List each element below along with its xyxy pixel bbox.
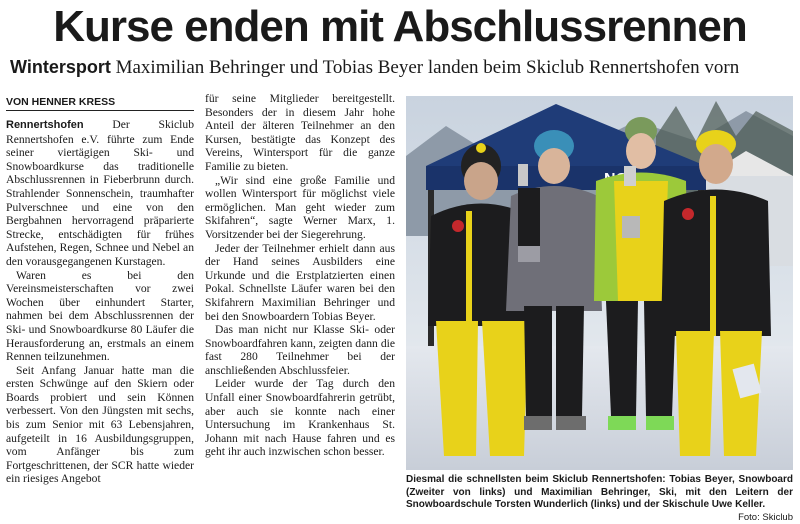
- photo-caption: [406, 474, 793, 524]
- paragraph: [6, 118, 194, 269]
- photo-illustration: [406, 96, 793, 470]
- subline-kicker: Wintersport: [10, 57, 111, 77]
- paragraph: „Wir sind eine große Familie und wollen Wintersport für möglichst viele ermöglichen. Man geht wieder zum Skifahren“, sagte Werner Marx, 1. Vorsitzender bei der Siegerehrung.: [205, 174, 395, 242]
- subline-text: Maximilian Behringer und Tobias Beyer landen beim Skiclub Rennertshofen vorn: [116, 57, 740, 78]
- paragraph: Seit Anfang Januar hatte man die ersten Schwünge auf den Skiern oder Boards probiert und sein Können verbessert. Von den Jüngsten mit sechs, bis zum Senior mit 63 Lebensjahren, aufgeteilt in 16 Ausbildungsgruppen, vom Anfänger bis zum Fortgeschrittenen, der SCR hatte wieder ein riesiges Angebot: [6, 364, 194, 486]
- paragraph: Jeder der Teilnehmer erhielt dann aus der Hand seines Ausbilders eine Urkunde und die Erstplatzierten einen Pokal. Schnellste Läufer waren bei den Skifahrern Maximilian Behringer und bei den Snowboardern Tobias Beyer.: [205, 242, 395, 324]
- photo-credit: Foto: Skiclub: [738, 512, 793, 524]
- headline: Kurse enden mit Abschlussrennen: [0, 2, 800, 52]
- subline: [10, 56, 795, 79]
- paragraph: Das man nicht nur Klasse Ski- oder Snowboardfahren kann, zeigten dann die fast 280 Teilnehmer bei der anschließenden Abschlussfeier.: [205, 323, 395, 377]
- dateline: Rennertshofen: [6, 119, 84, 131]
- article-column-2: [205, 92, 395, 459]
- paragraph-text: Der Skiclub Rennertshofen e.V. führte zum Ende seiner viertägigen Ski- und Snowboardkurse das traditionelle Abschlussrennen in Fieberbrunn durch. Strahlender Sonnenschein, traumhafter Pulverschnee und eine von den Bergbahnen hervorragend präparierte Strecke, entschädigten für frühes Aufstehen, Regen, Schnee und Nebel an den vorausgegangenen Kurstagen.: [6, 118, 194, 268]
- caption-text: Diesmal die schnellsten beim Skiclub Rennertshofen: Tobias Beyer, Snowboard (Zweiter von links) und Maximilian Behringer, Ski, mit den Leitern der Snowboardschule Torsten Wunderlich (links) und der Skischule Uwe Keller.: [406, 474, 793, 510]
- author-byline: VON HENNER KRESS: [6, 96, 194, 111]
- paragraph: Leider wurde der Tag durch den Unfall einer Snowboardfahrerin getrübt, aber auch sie konnte nach einer Untersuchung im Krankenhaus St. Johann mit nach Hause fahren und es geht ihr auch inzwischen schon besser.: [205, 377, 395, 459]
- paragraph: für seine Mitglieder bereitgestellt. Besonders der in diesem Jahr hohe Anteil der älteren Teilnehmer an den Kursen, bestätigte das Konzept des Vereins, Wintersport für die ganze Familie zu bieten.: [205, 92, 395, 174]
- paragraph: Waren es bei den Vereinsmeisterschaften vor zwei Wochen über einhundert Starter, nahmen bei dem Abschlussrennen der Ski- und Snowboardkurse 80 Läufer die Herausforderung an, erstmals an einem Rennen teilzunehmen.: [6, 269, 194, 364]
- award-photo: [406, 96, 793, 470]
- article-column-1: [6, 118, 194, 486]
